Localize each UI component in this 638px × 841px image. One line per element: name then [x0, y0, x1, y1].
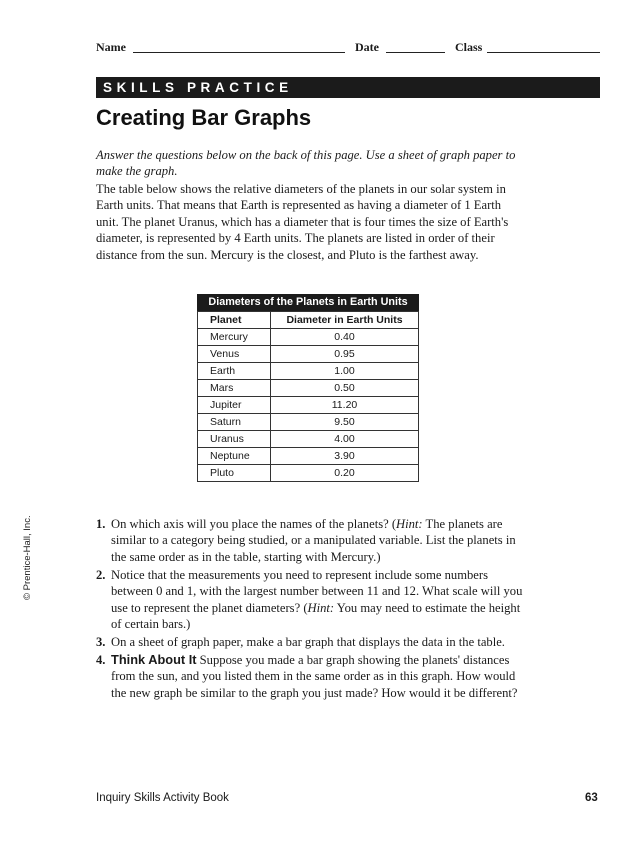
- question-1: [96, 516, 526, 565]
- question-4: [96, 652, 526, 701]
- question-text: On which axis will you place the names of the planets? (Hint: The planets are similar to a category being studied, or a manipulated variable. List the planets in the same order as in the table, starting with Mercury.): [111, 517, 516, 564]
- question-text: On a sheet of graph paper, make a bar graph that displays the data in the table.: [111, 635, 505, 649]
- question-text: Notice that the measurements you need to represent include some numbers between 0 and 1, with the largest number between 11 and 12. What scale will you use to represent the planet diameters? (Hint: You may need to estimate the height of certain bars.): [111, 568, 523, 632]
- question-number: 2.: [96, 568, 106, 582]
- name-label: Name: [96, 40, 126, 54]
- diameter-column-header: Diameter in Earth Units: [271, 312, 419, 329]
- diameter-value-cell: 3.90: [271, 448, 419, 465]
- planet-name-cell: Uranus: [198, 431, 271, 448]
- question-number: 1.: [96, 517, 106, 531]
- date-line: [386, 52, 445, 53]
- class-label: Class: [455, 40, 483, 54]
- instructions: Answer the questions below on the back of this page. Use a sheet of graph paper to make the graph.: [96, 148, 516, 179]
- table-row: [198, 431, 419, 448]
- intro-paragraph: The table below shows the relative diameters of the planets in our solar system in Earth units. That means that Earth is represented as having a diameter of 1 Earth unit. The planet Uranus, which has a diameter that is four times the size of Earth's diameter, is represented by 4 Earth units. The planets are listed in order of their distance from the sun. Mercury is the closest, and Pluto is the farthest away.: [96, 182, 509, 262]
- diameter-value-cell: 9.50: [271, 414, 419, 431]
- table-row: [198, 363, 419, 380]
- table-caption: Diameters of the Planets in Earth Units: [197, 294, 419, 311]
- name-line: [133, 52, 345, 53]
- planet-name-cell: Pluto: [198, 465, 271, 482]
- diameter-value-cell: 0.40: [271, 329, 419, 346]
- diameter-value-cell: 1.00: [271, 363, 419, 380]
- planet-name-cell: Jupiter: [198, 397, 271, 414]
- planet-name-cell: Mercury: [198, 329, 271, 346]
- footer-book-title: Inquiry Skills Activity Book: [96, 792, 229, 804]
- planet-name-cell: Mars: [198, 380, 271, 397]
- diameter-value-cell: 0.50: [271, 380, 419, 397]
- table-row: [198, 380, 419, 397]
- table-row: [198, 448, 419, 465]
- class-line: [487, 52, 600, 53]
- planet-diameters-table: [197, 294, 419, 482]
- copyright-notice: © Prentice-Hall, Inc.: [22, 515, 33, 600]
- page-title: Creating Bar Graphs: [96, 105, 312, 130]
- skills-practice-banner: SKILLS PRACTICE: [96, 77, 600, 98]
- table-row: [198, 346, 419, 363]
- diameter-value-cell: 0.95: [271, 346, 419, 363]
- diameter-value-cell: 11.20: [271, 397, 419, 414]
- table-row: [198, 397, 419, 414]
- question-number: 4.: [96, 653, 106, 667]
- question-2: [96, 567, 526, 633]
- think-about-it-label: Think About It: [111, 652, 197, 667]
- planet-name-cell: Saturn: [198, 414, 271, 431]
- table-row: [198, 414, 419, 431]
- page-number: 63: [585, 792, 598, 804]
- planet-name-cell: Earth: [198, 363, 271, 380]
- diameter-value-cell: 4.00: [271, 431, 419, 448]
- table-row: [198, 465, 419, 482]
- table-row: [198, 329, 419, 346]
- date-label: Date: [355, 40, 379, 54]
- planet-name-cell: Neptune: [198, 448, 271, 465]
- question-3: [96, 634, 526, 650]
- question-number: 3.: [96, 635, 106, 649]
- table-header-row: [198, 312, 419, 329]
- planet-column-header: Planet: [198, 312, 271, 329]
- planet-name-cell: Venus: [198, 346, 271, 363]
- diameter-value-cell: 0.20: [271, 465, 419, 482]
- question-text: Think About It Suppose you made a bar graph showing the planets' distances from the sun, and you listed them in the same order as in this graph. How would the new graph be similar to the graph you just made? How would it be different?: [111, 652, 518, 700]
